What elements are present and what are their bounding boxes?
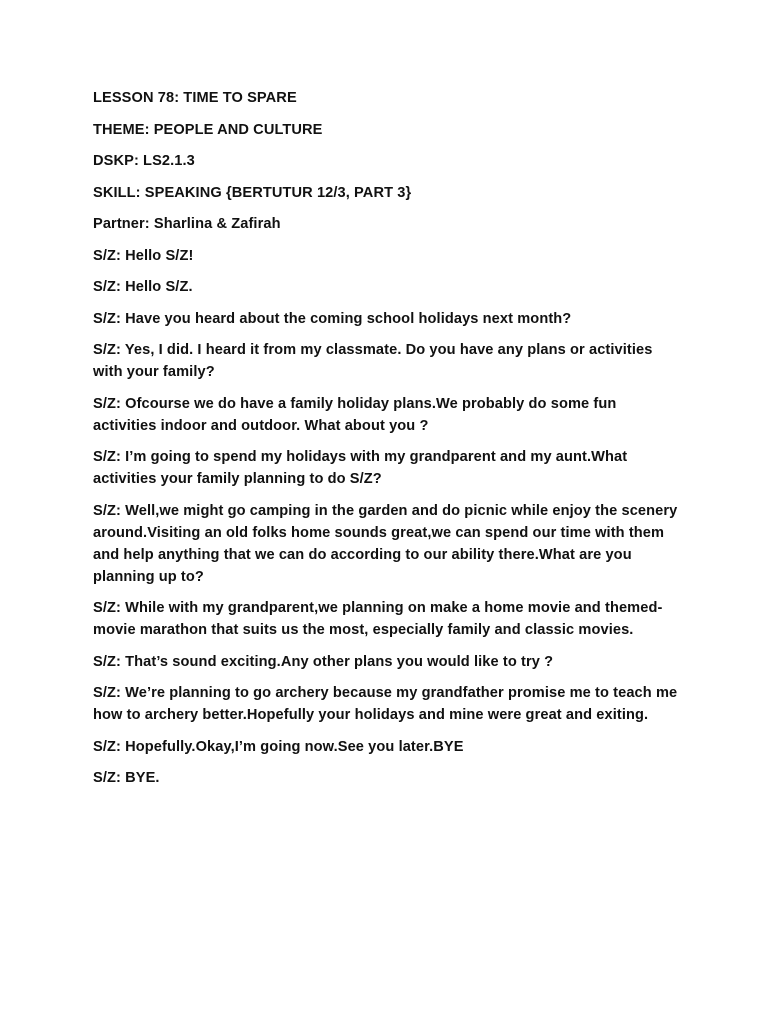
- skill-line: SKILL: SPEAKING {BERTUTUR 12/3, PART 3}: [93, 184, 412, 201]
- dialogue-line: S/Z: Ofcourse we do have a family holiday plans.We probably do some fun activities indoor and outdoor. What about you ?: [93, 395, 617, 434]
- dialogue-line: S/Z: BYE.: [93, 770, 160, 786]
- dialogue-line: S/Z: That’s sound exciting.Any other plans you would like to try ?: [93, 653, 554, 670]
- dialogue-line: S/Z: Yes, I did. I heard it from my classmate. Do you have any plans or activities with your family?: [93, 342, 653, 380]
- dialogue-line: S/Z: Hello S/Z.: [93, 279, 193, 295]
- dialogue-line: S/Z: Have you heard about the coming school holidays next month?: [93, 310, 572, 327]
- dialogue-line: S/Z: Hopefully.Okay,I’m going now.See you later.BYE: [93, 738, 464, 755]
- lesson-title: LESSON 78: TIME TO SPARE: [93, 90, 297, 106]
- dialogue-line: S/Z: I’m going to spend my holidays with my grandparent and my aunt.What activities your family planning to do S/Z?: [93, 449, 628, 487]
- dialogue-line: S/Z: Hello S/Z!: [93, 247, 194, 264]
- partner-line: Partner: Sharlina & Zafirah: [93, 216, 281, 232]
- document-body: [93, 87, 683, 799]
- theme-line: THEME: PEOPLE AND CULTURE: [93, 121, 323, 138]
- dialogue-line: S/Z: Well,we might go camping in the garden and do picnic while enjoy the scenery around.Visiting an old folks home sounds great,we can spend our time with them and help anything that we can do according to our ability there.What are you planning up to?: [93, 502, 678, 585]
- dskp-line: DSKP: LS2.1.3: [93, 153, 195, 169]
- dialogue-line: S/Z: While with my grandparent,we planning on make a home movie and themed-movie marathon that suits us the most, especially family and classic movies.: [93, 600, 663, 638]
- dialogue-line: S/Z: We’re planning to go archery because my grandfather promise me to teach me how to archery better.Hopefully your holidays and mine were great and exiting.: [93, 685, 678, 723]
